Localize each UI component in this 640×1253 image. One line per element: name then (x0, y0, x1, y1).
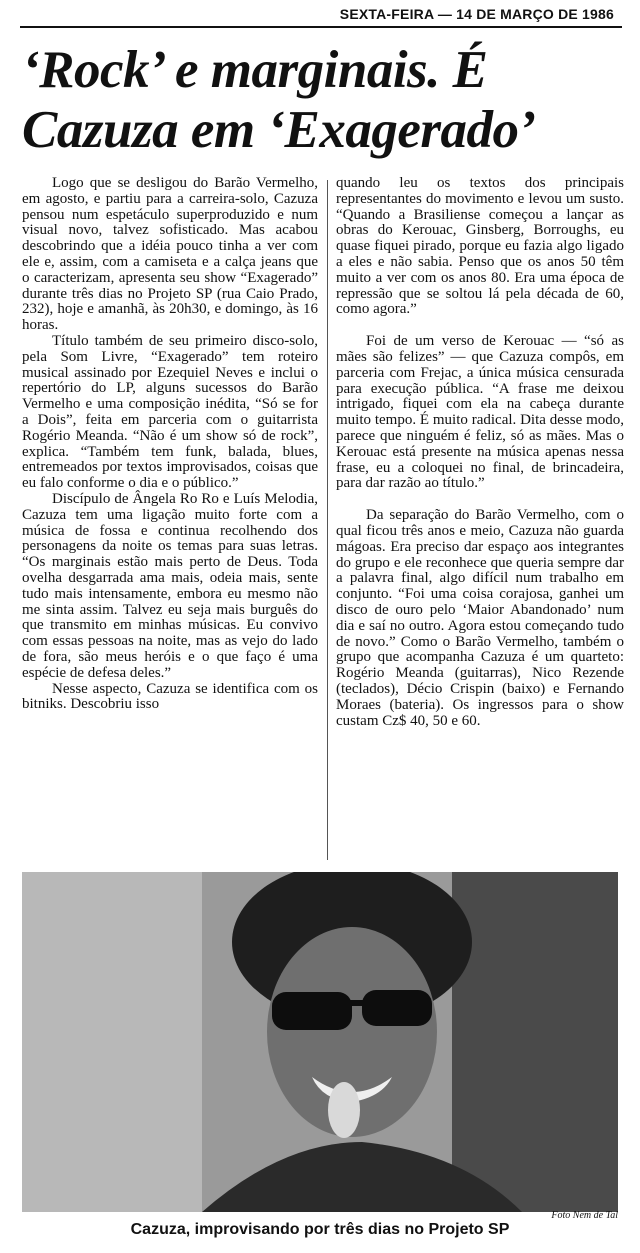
column-divider (327, 180, 328, 860)
photo-caption: Cazuza, improvisando por três dias no Projeto SP (130, 1221, 510, 1238)
paragraph: Foi de um verso de Kerouac — “só as mães são felizes” — que Cazuza compôs, em parceria com Frejac, a única música censurada para execução pública. “A frase me deixou intrigado, fiquei com ela na cabeça durante muito tempo. É muito radical. Dita desse modo, parece que ninguém é feliz, só as mães. Mas o Kerouac está presente na música apenas nessa frase, eu a coloquei no final, de brincadeira, para dar razão ao título.” (336, 333, 624, 492)
photo-credit: Foto Nem de Tal (551, 1210, 618, 1221)
paragraph: Discípulo de Ângela Ro Ro e Luís Melodia, Cazuza tem uma ligação muito forte com a música de fossa e continua recolhendo dos personagens da noite os temas para suas letras. “Os marginais estão mais perto de Deus. Toda ovelha desgarrada ama mais, odeia mais, sente tudo mais intensamente, embora eu mesmo não me sinta assim. Talvez eu seja mais burguês do que transmito em minhas músicas. Eu convivo com essas pessoas na noite, mas as vejo do lado de fora, são meus heróis e o que faço é uma espécie de defesa deles.” (22, 490, 318, 681)
paragraph-gap (336, 318, 624, 334)
headline: ‘Rock’ e marginais. É Cazuza em ‘Exagerado’ (22, 41, 536, 159)
photo-illustration (22, 872, 618, 1212)
dateline: SEXTA-FEIRA — 14 DE MARÇO DE 1986 (339, 6, 614, 22)
article-column-right (336, 176, 624, 856)
photo-cazuza (22, 872, 618, 1212)
paragraph: Nesse aspecto, Cazuza se identifica com os bitniks. Descobriu isso (22, 680, 318, 713)
top-rule (20, 26, 622, 28)
paragraph: Logo que se desligou do Barão Vermelho, em agosto, e partiu para a carreira-solo, Cazuza pensou num espetáculo superproduzido e num visual novo, talvez sofisticado. Mas acabou descobrindo que a idéia pouco tinha a ver com ele e, assim, com a camiseta e a calça jeans que o caracterizam, apresenta seu show “Exagerado” durante três dias no Projeto SP (rua Caio Prado, 232), hoje e amanhã, às 20h30, e domingo, às 16 horas. (22, 176, 318, 334)
paragraph: Da separação do Barão Vermelho, com o qual ficou três anos e meio, Cazuza não guarda mágoas. Era preciso dar espaço aos integrantes do grupo e ele reconhece que queria sempre dar a palavra final, algo difícil num trabalho em conjunto. “Foi uma coisa corajosa, ganhei um disco de ouro pelo ‘Maior Abandonado’ num dia e saí no outro. Agora estou começando tudo de novo.” Como o Barão Vermelho, também o grupo que acompanha Cazuza é um quarteto: Rogério Meanda (guitarras), Nico Rezende (teclados), Décio Crispin (baixo) e Fernando Moraes (bateria). Os ingressos para o show custam Cz$ 40, 50 e 60. (336, 507, 624, 729)
paragraph-gap (336, 492, 624, 508)
article-column-left (22, 176, 318, 866)
paragraph: Título também de seu primeiro disco-solo, pela Som Livre, “Exagerado” tem roteiro musical assinado por Ezequiel Neves e inclui o repertório do LP, alguns sucessos do Barão Vermelho e uma composição inédita, “Só se for a Dois”, feita em parceria com o guitarrista Rogério Meanda. “Não é um show só de rock”, explica. “Também tem funk, balada, blues, entremeados por textos improvisados, coisas que eu falo conforme o dia e o público.” (22, 332, 318, 492)
paragraph: quando leu os textos dos principais representantes do movimento e levou um susto. “Quando a Brasiliense começou a lançar as obras do Kerouac, Ginsberg, Borroughs, eu quase fiquei pirado, porque eu fazia algo ligado a eles e não sabia. Penso que os anos 50 têm muito a ver com os anos 80. Era uma época de repressão que se soltou lá pela década de 60, como agora.” (336, 176, 624, 318)
